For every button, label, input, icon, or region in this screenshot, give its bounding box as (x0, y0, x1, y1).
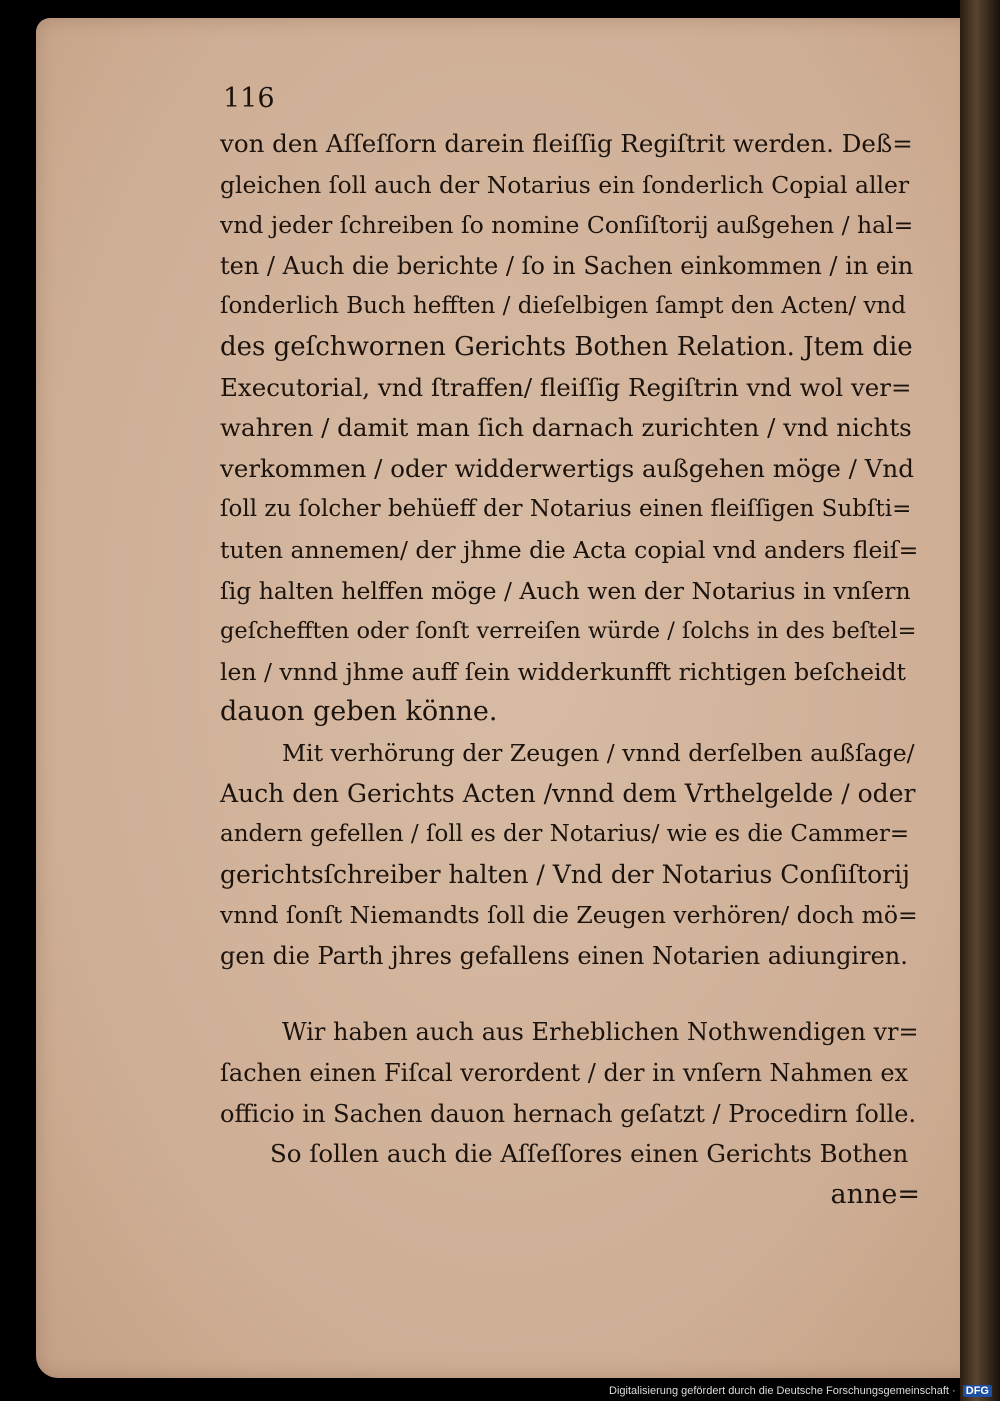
footer-credit: Digitalisierung gefördert durch die Deutsche Forschungsgemeinschaft · DFG (0, 1385, 1000, 1397)
text-line: Executorial, vnd ſtraffen/ fleiſſig Regiſtrin vnd wol ver= (220, 372, 912, 402)
paragraph-line: officio in Sachen dauon hernach geſatzt / Procedirn ſolle. (220, 1099, 917, 1128)
text-line: des geſchwornen Gerichts Bothen Relation. Jtem die (220, 331, 913, 362)
paragraph-line: gen die Parth jhres gefallens einen Notarien adiungiren. (220, 941, 908, 970)
text-line: ten / Auch die berichte / ſo in Sachen einkommen / in ein (220, 251, 914, 280)
page-text (220, 124, 920, 1215)
paragraph-line: So ſollen auch die Aſſeſſores einen Gerichts Bothen (270, 1139, 909, 1169)
text-line: von den Aſſeſſorn darein fleiſſig Regiſtrit werden. Deß= (220, 129, 913, 158)
text-line: geſchefften oder ſonſt verreiſen würde / ſolchs in des beſtel= (220, 618, 917, 645)
paragraph-line: Wir haben auch aus Erheblichen Nothwendigen vr= (282, 1018, 919, 1047)
paragraph-line: Mit verhörung der Zeugen / vnnd derſelben außſage/ (282, 738, 915, 767)
text-line: ſoll zu ſolcher behüeff der Notarius einen fleiſſigen Subſti= (220, 496, 912, 523)
text-line: vnd jeder ſchreiben ſo nomine Conſiſtorij außgehen / hal= (220, 211, 914, 240)
page-number: 116 (223, 83, 275, 114)
text-line: ſonderlich Buch hefften / dieſelbigen ſampt den Acten/ vnd (220, 293, 906, 320)
text-line: ſig halten helffen möge / Auch wen der Notarius in vnſern (220, 576, 911, 605)
paragraph-line: ſachen einen Fiſcal verordent / der in vnſern Nahmen ex (220, 1059, 909, 1088)
text-line: gleichen ſoll auch der Notarius ein ſonderlich Copial aller (220, 170, 910, 199)
text-line: tuten annemen/ der jhme die Acta copial vnd anders fleiſ= (220, 535, 919, 564)
paragraph-line: andern gefellen / ſoll es der Notarius/ wie es die Cammer= (220, 821, 910, 848)
dfg-logo: DFG (963, 1385, 992, 1397)
paragraph-line: vnnd ſonſt Niemandts ſoll die Zeugen verhören/ doch mö= (220, 901, 918, 930)
text-line: len / vnnd jhme auff ſein widderkunfft richtigen beſcheidt (220, 657, 906, 686)
paragraph-line: gerichtsſchreiber halten / Vnd der Notarius Conſiſtorij (220, 859, 910, 889)
credit-text: Digitalisierung gefördert durch die Deutsche Forschungsgemeinschaft (609, 1385, 949, 1397)
catchword: anne= (830, 1178, 920, 1210)
text-line: dauon geben könne. (220, 696, 498, 728)
text-line: wahren / damit man ſich darnach zurichten / vnd nichts (220, 413, 912, 443)
book-spine (960, 0, 1000, 1401)
text-line: verkommen / oder widderwertigs außgehen möge / Vnd (220, 453, 914, 483)
paragraph-line: Auch den Gerichts Acten /vnnd dem Vrthelgelde / oder (220, 778, 916, 808)
